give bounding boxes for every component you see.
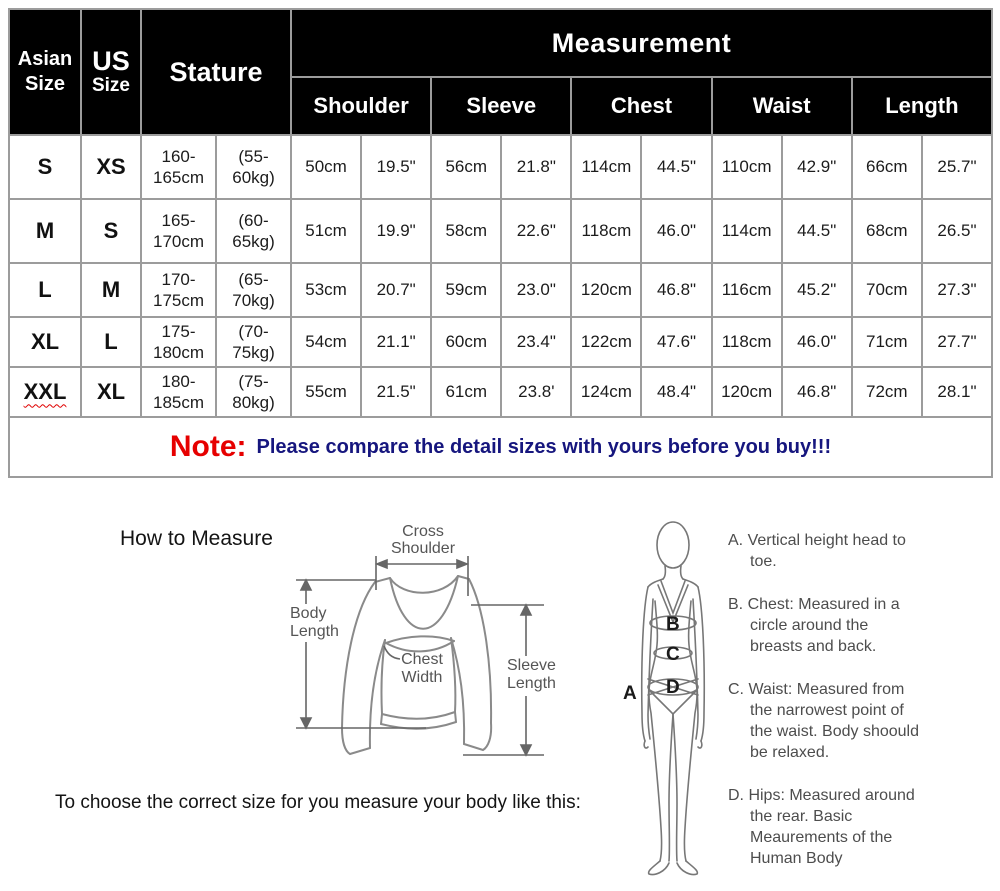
- cell-us-size: XS: [81, 135, 141, 199]
- cell-waist-cm: 114cm: [712, 199, 782, 263]
- cell-chest-cm: 122cm: [571, 317, 641, 367]
- measure-instructions: [728, 530, 922, 891]
- cell-asian-size: XL: [9, 317, 81, 367]
- cell-sleeve-cm: 59cm: [431, 263, 501, 317]
- garment-labels: [290, 523, 556, 692]
- cell-sleeve-in: 22.6": [501, 199, 571, 263]
- cell-us-size: XL: [81, 367, 141, 417]
- cell-chest-in: 47.6": [641, 317, 711, 367]
- header-us-size: [81, 9, 141, 135]
- cell-sleeve-in: 23.0": [501, 263, 571, 317]
- cell-shoulder-cm: 54cm: [291, 317, 361, 367]
- cell-sleeve-in: 23.8': [501, 367, 571, 417]
- cell-asian-size: [9, 367, 81, 417]
- cell-shoulder-cm: 55cm: [291, 367, 361, 417]
- cell-length-cm: 72cm: [852, 367, 922, 417]
- cell-sleeve-in: 23.4": [501, 317, 571, 367]
- cell-chest-cm: 124cm: [571, 367, 641, 417]
- cell-waist-cm: 118cm: [712, 317, 782, 367]
- note-label: Note:: [169, 430, 247, 463]
- header-shoulder: Shoulder: [291, 77, 431, 135]
- head: [657, 522, 689, 568]
- body-length-label-line1: Body: [290, 605, 327, 622]
- figure-label-c: C: [666, 644, 680, 665]
- cell-length-in: 27.7": [922, 317, 992, 367]
- cell-weight: (60-65kg): [216, 199, 291, 263]
- cell-length-in: 26.5": [922, 199, 992, 263]
- header-measurement: Measurement: [291, 9, 992, 77]
- cell-shoulder-cm: 50cm: [291, 135, 361, 199]
- cell-chest-cm: 114cm: [571, 135, 641, 199]
- header-sleeve: Sleeve: [431, 77, 571, 135]
- chest-width-label-line2: Width: [401, 669, 443, 686]
- header-us-sub: Size: [91, 74, 131, 96]
- cell-asian-size: M: [9, 199, 81, 263]
- size-advice-text: To choose the correct size for you measure your body like this:: [55, 792, 581, 813]
- cell-chest-in: 46.0": [641, 199, 711, 263]
- body-length-label-line2: Length: [290, 623, 339, 640]
- cell-height: 160-165cm: [141, 135, 216, 199]
- table-row-l: [9, 263, 992, 317]
- instruction-c: C. Waist: Measured from the narrowest point of the waist. Body shoould be relaxed.: [728, 681, 919, 761]
- cell-height: 165-170cm: [141, 199, 216, 263]
- cell-length-in: 28.1": [922, 367, 992, 417]
- cell-waist-in: 46.8": [782, 367, 852, 417]
- header-chest: Chest: [571, 77, 711, 135]
- header-length: Length: [852, 77, 992, 135]
- cell-sleeve-cm: 61cm: [431, 367, 501, 417]
- table-row-xxl: [9, 367, 992, 417]
- cell-waist-in: 46.0": [782, 317, 852, 367]
- cell-weight: (70-75kg): [216, 317, 291, 367]
- cell-sleeve-cm: 58cm: [431, 199, 501, 263]
- cell-waist-cm: 116cm: [712, 263, 782, 317]
- cell-waist-in: 45.2": [782, 263, 852, 317]
- cell-height: 170-175cm: [141, 263, 216, 317]
- cell-shoulder-in: 21.1": [361, 317, 431, 367]
- header-row-main: [9, 9, 992, 77]
- cell-length-cm: 71cm: [852, 317, 922, 367]
- cell-us-size: M: [81, 263, 141, 317]
- note-row: [9, 417, 992, 477]
- cell-sleeve-in: 21.8": [501, 135, 571, 199]
- cell-sleeve-cm: 60cm: [431, 317, 501, 367]
- cell-weight: (55-60kg): [216, 135, 291, 199]
- size-chart-table: [8, 8, 993, 478]
- figure-label-d: D: [666, 677, 680, 698]
- cell-asian-size: S: [9, 135, 81, 199]
- cell-sleeve-cm: 56cm: [431, 135, 501, 199]
- body-outline: [642, 522, 705, 875]
- header-us: US: [92, 46, 130, 77]
- cell-length-cm: 68cm: [852, 199, 922, 263]
- figure-label-b: B: [666, 614, 680, 635]
- cell-us-size: L: [81, 317, 141, 367]
- note-cell: [9, 417, 992, 477]
- cell-shoulder-in: 20.7": [361, 263, 431, 317]
- cell-length-in: 27.3": [922, 263, 992, 317]
- cell-height: 175-180cm: [141, 317, 216, 367]
- cell-shoulder-in: 19.9": [361, 199, 431, 263]
- cross-shoulder-label-line1: Cross: [402, 523, 444, 540]
- cell-chest-cm: 120cm: [571, 263, 641, 317]
- instruction-b: B. Chest: Measured in a circle around the breasts and back.: [728, 596, 900, 655]
- table-row-xl: [9, 317, 992, 367]
- cell-chest-in: 48.4": [641, 367, 711, 417]
- body-figure-diagram: [615, 513, 735, 888]
- cell-shoulder-cm: 51cm: [291, 199, 361, 263]
- xxl-label: XXL: [23, 379, 67, 405]
- cell-length-cm: 66cm: [852, 135, 922, 199]
- garment-diagram: [278, 518, 623, 788]
- table-row-s: [9, 135, 992, 199]
- cell-height: 180-185cm: [141, 367, 216, 417]
- table-row-m: [9, 199, 992, 263]
- cell-chest-in: 44.5": [641, 135, 711, 199]
- instruction-a: A. Vertical height head to toe.: [728, 532, 906, 570]
- cell-waist-in: 42.9": [782, 135, 852, 199]
- cell-asian-size: L: [9, 263, 81, 317]
- cell-weight: (65-70kg): [216, 263, 291, 317]
- header-asian-size: Asian Size: [9, 9, 81, 135]
- how-to-measure-title: How to Measure: [120, 527, 273, 550]
- cell-length-in: 25.7": [922, 135, 992, 199]
- note-text: Please compare the detail sizes with yours before you buy!!!: [256, 435, 832, 458]
- cell-us-size: S: [81, 199, 141, 263]
- cell-weight: (75-80kg): [216, 367, 291, 417]
- chest-width-label-line1: Chest: [401, 651, 443, 668]
- cell-length-cm: 70cm: [852, 263, 922, 317]
- cell-shoulder-in: 21.5": [361, 367, 431, 417]
- figure-label-a: A: [623, 683, 637, 704]
- cross-shoulder-label-line2: Shoulder: [390, 540, 456, 557]
- cell-waist-in: 44.5": [782, 199, 852, 263]
- sleeve-length-label-line1: Sleeve: [507, 657, 556, 674]
- cell-waist-cm: 120cm: [712, 367, 782, 417]
- cell-chest-in: 46.8": [641, 263, 711, 317]
- cell-shoulder-cm: 53cm: [291, 263, 361, 317]
- sleeve-length-label-line2: Length: [507, 675, 556, 692]
- cell-waist-cm: 110cm: [712, 135, 782, 199]
- instruction-d: D. Hips: Measured around the rear. Basic Meaurements of the Human Body: [728, 787, 915, 867]
- cell-chest-cm: 118cm: [571, 199, 641, 263]
- header-waist: Waist: [712, 77, 852, 135]
- header-stature: Stature: [141, 9, 291, 135]
- cell-shoulder-in: 19.5": [361, 135, 431, 199]
